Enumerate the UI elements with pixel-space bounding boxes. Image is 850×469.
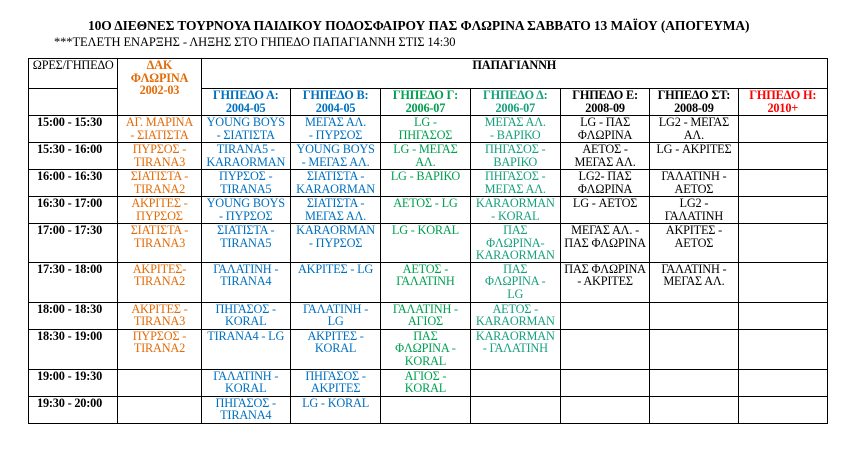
- field-header-b: ΓΗΠΕΔΟ Β: 2004-05: [290, 89, 380, 116]
- empty-cell: [738, 396, 827, 423]
- match-cell: KARAORMAN - ΓΑΛΑΤΙΝΗ: [470, 329, 560, 369]
- match-cell: KARAORMAN - ΠΥΡΣΟΣ: [290, 224, 380, 263]
- field-header-g: ΓΗΠΕΔΟ Γ: 2006-07: [381, 89, 470, 116]
- field-header-st: ΓΗΠΕΔΟ ΣΤ: 2008-09: [650, 89, 738, 116]
- empty-cell: [738, 224, 827, 263]
- empty-cell: [560, 369, 649, 396]
- empty-cell: [470, 369, 560, 396]
- match-cell: ΓΑΛΑΤΙΝΗ - ΑΓΙΟΣ: [381, 302, 470, 329]
- match-cell: ΠΗΓΑΣΟΣ - ΜΕΓΑΣ ΑΛ.: [470, 170, 560, 197]
- empty-cell: [738, 329, 827, 369]
- corner-header: ΩΡΕΣ/ΓΗΠΕΔΟ: [29, 59, 118, 89]
- match-cell: ΑΚΡΙΤΕΣ - TIRANA3: [118, 302, 201, 329]
- table-row: [29, 143, 828, 170]
- match-cell: LG - ΜΕΓΑΣ ΑΛ.: [381, 143, 470, 170]
- schedule-table: [28, 58, 828, 424]
- header-row-1: [29, 59, 828, 89]
- match-cell: YOUNG BOYS - ΠΥΡΣΟΣ: [201, 197, 290, 224]
- match-cell: ΓΑΛΑΤΙΝΗ - KORAL: [201, 369, 290, 396]
- match-cell: TIRANA4 - LG: [201, 329, 290, 369]
- match-cell: LG2 - ΓΑΛΑΤΙΝΗ: [650, 197, 738, 224]
- empty-cell: [560, 302, 649, 329]
- match-cell: ΑΚΡΙΤΕΣ - ΠΥΡΣΟΣ: [118, 197, 201, 224]
- match-cell: ΑΕΤΟΣ - KARAORMAN: [470, 302, 560, 329]
- empty-cell: [560, 329, 649, 369]
- time-slot-cell: 18:00 - 18:30: [29, 302, 118, 329]
- page-subtitle: ***ΤΕΛΕΤΗ ΕΝΑΡΞΗΣ - ΛΗΞΗΣ ΣΤΟ ΓΗΠΕΔΟ ΠΑΠΑΓΙΑΝΝΗ ΣΤΙΣ 14:30: [54, 35, 456, 49]
- match-cell: ΑΚΡΙΤΕΣ - ΑΕΤΟΣ: [650, 224, 738, 263]
- match-cell: ΓΑΛΑΤΙΝΗ - ΑΕΤΟΣ: [650, 170, 738, 197]
- empty-cell: [560, 396, 649, 423]
- table-row: [29, 116, 828, 143]
- empty-cell: [470, 396, 560, 423]
- match-cell: ΠΥΡΣΟΣ - TIRANA3: [118, 143, 201, 170]
- empty-cell: [650, 396, 738, 423]
- match-cell: LG - ΑΚΡΙΤΕΣ: [650, 143, 738, 170]
- match-cell: ΠΥΡΣΟΣ - TIRANA2: [118, 329, 201, 369]
- time-slot-cell: 19:30 - 20:00: [29, 396, 118, 423]
- match-cell: ΜΕΓΑΣ ΑΛ. - ΠΥΡΣΟΣ: [290, 116, 380, 143]
- empty-cell: [118, 396, 201, 423]
- time-slot-cell: 17:00 - 17:30: [29, 224, 118, 263]
- empty-cell: [738, 197, 827, 224]
- match-cell: LG2- ΠΑΣ ΦΛΩΡΙΝΑ: [560, 170, 649, 197]
- match-cell: TIRANA5 - KARAORMAN: [201, 143, 290, 170]
- match-cell: ΜΕΓΑΣ ΑΛ. - ΠΑΣ ΦΛΩΡΙΝΑ: [560, 224, 649, 263]
- match-cell: KARAORMAN - KORAL: [470, 197, 560, 224]
- match-cell: LG - ΑΕΤΟΣ: [560, 197, 649, 224]
- match-cell: ΠΑΣ ΦΛΩΡΙΝΑ - KORAL: [381, 329, 470, 369]
- match-cell: ΓΑΛΑΤΙΝΗ - TIRANA4: [201, 262, 290, 302]
- match-cell: ΣΙΑΤΙΣΤΑ - KARAORMAN: [290, 170, 380, 197]
- match-cell: ΣΙΑΤΙΣΤΑ - TIRANA3: [118, 224, 201, 263]
- match-cell: ΠΗΓΑΣΟΣ - TIRANA4: [201, 396, 290, 423]
- table-row: [29, 329, 828, 369]
- match-cell: ΑΚΡΙΤΕΣ - LG: [290, 262, 380, 302]
- time-slot-cell: 16:30 - 17:00: [29, 197, 118, 224]
- match-cell: ΠΑΣ ΦΛΩΡΙΝΑ- KARAORMAN: [470, 224, 560, 263]
- match-cell: LG - KORAL: [381, 224, 470, 263]
- match-cell: LG - KORAL: [290, 396, 380, 423]
- match-cell: ΣΙΑΤΙΣΤΑ - TIRANA2: [118, 170, 201, 197]
- match-cell: ΠΗΓΑΣΟΣ - ΑΚΡΙΤΕΣ: [290, 369, 380, 396]
- match-cell: ΑΚΡΙΤΕΣ - KORAL: [290, 329, 380, 369]
- table-row: [29, 224, 828, 263]
- empty-cell: [650, 302, 738, 329]
- table-row: [29, 197, 828, 224]
- match-cell: ΣΙΑΤΙΣΤΑ - ΜΕΓΑΣ ΑΛ.: [290, 197, 380, 224]
- table-row: [29, 262, 828, 302]
- field-header-d: ΓΗΠΕΔΟ Δ: 2006-07: [470, 89, 560, 116]
- match-cell: ΓΑΛΑΤΙΝΗ - LG: [290, 302, 380, 329]
- match-cell: ΑΕΤΟΣ - ΓΑΛΑΤΙΝΗ: [381, 262, 470, 302]
- empty-cell: [381, 396, 470, 423]
- time-slot-cell: 18:30 - 19:00: [29, 329, 118, 369]
- empty-cell: [738, 143, 827, 170]
- match-cell: ΓΑΛΑΤΙΝΗ - ΜΕΓΑΣ ΑΛ.: [650, 262, 738, 302]
- table-row: [29, 170, 828, 197]
- match-cell: ΣΙΑΤΙΣΤΑ - TIRANA5: [201, 224, 290, 263]
- empty-cell: [738, 262, 827, 302]
- match-cell: ΑΕΤΟΣ - ΜΕΓΑΣ ΑΛ.: [560, 143, 649, 170]
- match-cell: ΑΕΤΟΣ - LG: [381, 197, 470, 224]
- field-header-e: ΓΗΠΕΔΟ Ε: 2008-09: [560, 89, 649, 116]
- match-cell: ΠΑΣ ΦΛΩΡΙΝΑ - LG: [470, 262, 560, 302]
- empty-cell: [738, 116, 827, 143]
- corner-empty-cell: [29, 89, 118, 116]
- match-cell: ΠΗΓΑΣΟΣ - KORAL: [201, 302, 290, 329]
- time-slot-cell: 16:00 - 16:30: [29, 170, 118, 197]
- empty-cell: [738, 369, 827, 396]
- match-cell: LG - ΠΑΣ ΦΛΩΡΙΝΑ: [560, 116, 649, 143]
- empty-cell: [650, 329, 738, 369]
- match-cell: YOUNG BOYS - ΣΙΑΤΙΣΤΑ: [201, 116, 290, 143]
- field-header-a: ΓΗΠΕΔΟ Α: 2004-05: [201, 89, 290, 116]
- match-cell: ΑΓΙΟΣ - KORAL: [381, 369, 470, 396]
- match-cell: ΑΓ. ΜΑΡΙΝΑ - ΣΙΑΤΙΣΤΑ: [118, 116, 201, 143]
- match-cell: ΜΕΓΑΣ ΑΛ. - ΒΑΡΙΚΟ: [470, 116, 560, 143]
- match-cell: YOUNG BOYS - ΜΕΓΑΣ ΑΛ.: [290, 143, 380, 170]
- match-cell: ΠΑΣ ΦΛΩΡΙΝΑ - ΑΚΡΙΤΕΣ: [560, 262, 649, 302]
- dak-florina-header: ΔΑΚ ΦΛΩΡΙΝΑ 2002-03: [118, 59, 201, 116]
- table-row: [29, 369, 828, 396]
- table-row: [29, 396, 828, 423]
- time-slot-cell: 15:00 - 15:30: [29, 116, 118, 143]
- papagianni-header: ΠΑΠΑΓΙΑΝΝΗ: [201, 59, 827, 89]
- time-slot-cell: 19:00 - 19:30: [29, 369, 118, 396]
- table-row: [29, 302, 828, 329]
- time-slot-cell: 15:30 - 16:00: [29, 143, 118, 170]
- match-cell: ΠΗΓΑΣΟΣ - ΒΑΡΙΚΟ: [470, 143, 560, 170]
- empty-cell: [118, 369, 201, 396]
- page-title: 10Ο ΔΙΕΘΝΕΣ ΤΟΥΡΝΟΥΑ ΠΑΙΔΙΚΟΥ ΠΟΔΟΣΦΑΙΡΟΥ ΠΑΣ ΦΛΩΡΙΝΑ ΣΑΒΒΑΤΟ 13 ΜΑΪΟΥ (ΑΠΟΓΕΥΜΑ): [88, 18, 750, 33]
- time-slot-cell: 17:30 - 18:00: [29, 262, 118, 302]
- match-cell: LG - ΒΑΡΙΚΟ: [381, 170, 470, 197]
- match-cell: LG - ΠΗΓΑΣΟΣ: [381, 116, 470, 143]
- empty-cell: [650, 369, 738, 396]
- match-cell: ΠΥΡΣΟΣ - TIRANA5: [201, 170, 290, 197]
- empty-cell: [738, 170, 827, 197]
- match-cell: ΑΚΡΙΤΕΣ- TIRANA2: [118, 262, 201, 302]
- field-header-h: ΓΗΠΕΔΟ Η: 2010+: [738, 89, 827, 116]
- empty-cell: [738, 302, 827, 329]
- match-cell: LG2 - ΜΕΓΑΣ ΑΛ.: [650, 116, 738, 143]
